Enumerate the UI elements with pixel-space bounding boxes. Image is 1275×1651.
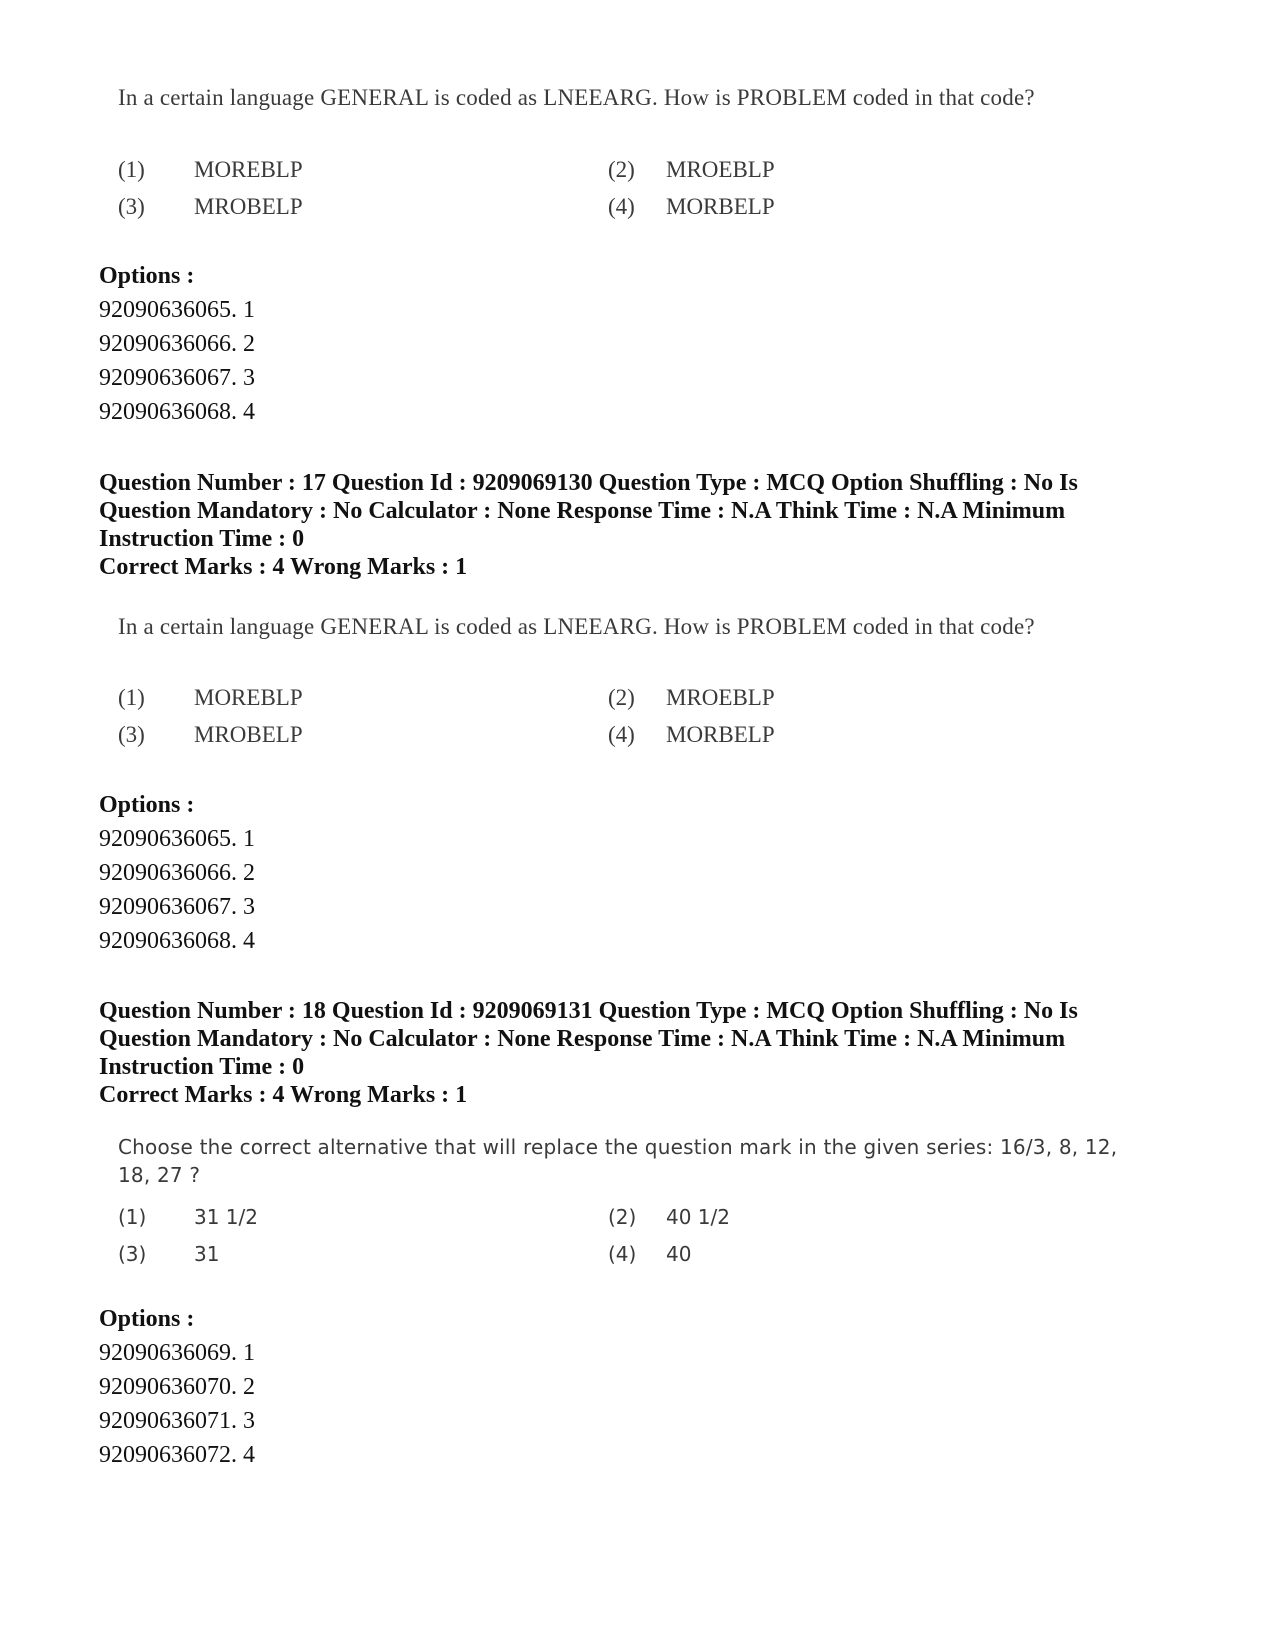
choice-value: MORBELP (666, 194, 775, 219)
choice-grid (118, 685, 1118, 759)
choice-value: MOREBLP (194, 685, 303, 710)
option-item: 92090636071. 3 (99, 1408, 255, 1434)
choice-row (118, 1242, 1118, 1279)
options-label: Options : (99, 263, 195, 289)
choice-row (118, 1205, 1118, 1242)
choice-number: (2) (608, 157, 635, 182)
choice-value: MROBELP (194, 722, 303, 747)
choice-number: (3) (118, 194, 145, 219)
choice-row (118, 685, 1118, 722)
choice-value: 31 (194, 1242, 220, 1266)
option-item: 92090636070. 2 (99, 1374, 255, 1400)
choice-number: (1) (118, 685, 145, 710)
choice-number: (4) (608, 1242, 637, 1266)
choice-value: MOREBLP (194, 157, 303, 182)
options-list (99, 822, 255, 958)
marks-line: Correct Marks : 4 Wrong Marks : 1 (99, 1082, 468, 1108)
question-text: Choose the correct alternative that will replace the question mark in the given series: 16/3, 8, 12, 18, 27 ? (118, 1135, 1118, 1187)
question-text: In a certain language GENERAL is coded as LNEEARG. How is PROBLEM coded in that code? (118, 85, 1035, 110)
choice-number: (4) (608, 722, 635, 747)
choice-value: 40 (666, 1242, 692, 1266)
options-list (99, 293, 255, 429)
choice-number: (3) (118, 722, 145, 747)
choice-row (118, 194, 1118, 231)
choice-grid (118, 157, 1118, 231)
choice-number: (1) (118, 1205, 147, 1229)
option-item: 92090636068. 4 (99, 399, 255, 425)
option-item: 92090636072. 4 (99, 1442, 255, 1468)
choice-value: 31 1/2 (194, 1205, 258, 1229)
option-item: 92090636065. 1 (99, 826, 255, 852)
option-item: 92090636065. 1 (99, 297, 255, 323)
choice-value: MROEBLP (666, 685, 775, 710)
choice-number: (2) (608, 1205, 637, 1229)
choice-number: (2) (608, 685, 635, 710)
choice-value: MROBELP (194, 194, 303, 219)
choice-value: MORBELP (666, 722, 775, 747)
choice-row (118, 722, 1118, 759)
options-label: Options : (99, 1306, 195, 1332)
choice-number: (3) (118, 1242, 147, 1266)
marks-line: Correct Marks : 4 Wrong Marks : 1 (99, 554, 468, 580)
option-item: 92090636069. 1 (99, 1340, 255, 1366)
choice-grid (118, 1205, 1118, 1279)
question-text: In a certain language GENERAL is coded as LNEEARG. How is PROBLEM coded in that code? (118, 614, 1035, 639)
option-item: 92090636067. 3 (99, 894, 255, 920)
option-item: 92090636066. 2 (99, 331, 255, 357)
option-item: 92090636067. 3 (99, 365, 255, 391)
choice-number: (1) (118, 157, 145, 182)
question-meta: Question Number : 18 Question Id : 9209069131 Question Type : MCQ Option Shuffling : No Is Question Mandatory : No Calculator : None Response Time : N.A Think Time : N.A Minimum Instruction Time : 0 (99, 998, 1078, 1080)
choice-value: 40 1/2 (666, 1205, 730, 1229)
options-label: Options : (99, 792, 195, 818)
option-item: 92090636066. 2 (99, 860, 255, 886)
question-meta: Question Number : 17 Question Id : 9209069130 Question Type : MCQ Option Shuffling : No Is Question Mandatory : No Calculator : None Response Time : N.A Think Time : N.A Minimum Instruction Time : 0 (99, 470, 1078, 552)
choice-row (118, 157, 1118, 194)
option-item: 92090636068. 4 (99, 928, 255, 954)
choice-value: MROEBLP (666, 157, 775, 182)
options-list (99, 1336, 255, 1472)
choice-number: (4) (608, 194, 635, 219)
